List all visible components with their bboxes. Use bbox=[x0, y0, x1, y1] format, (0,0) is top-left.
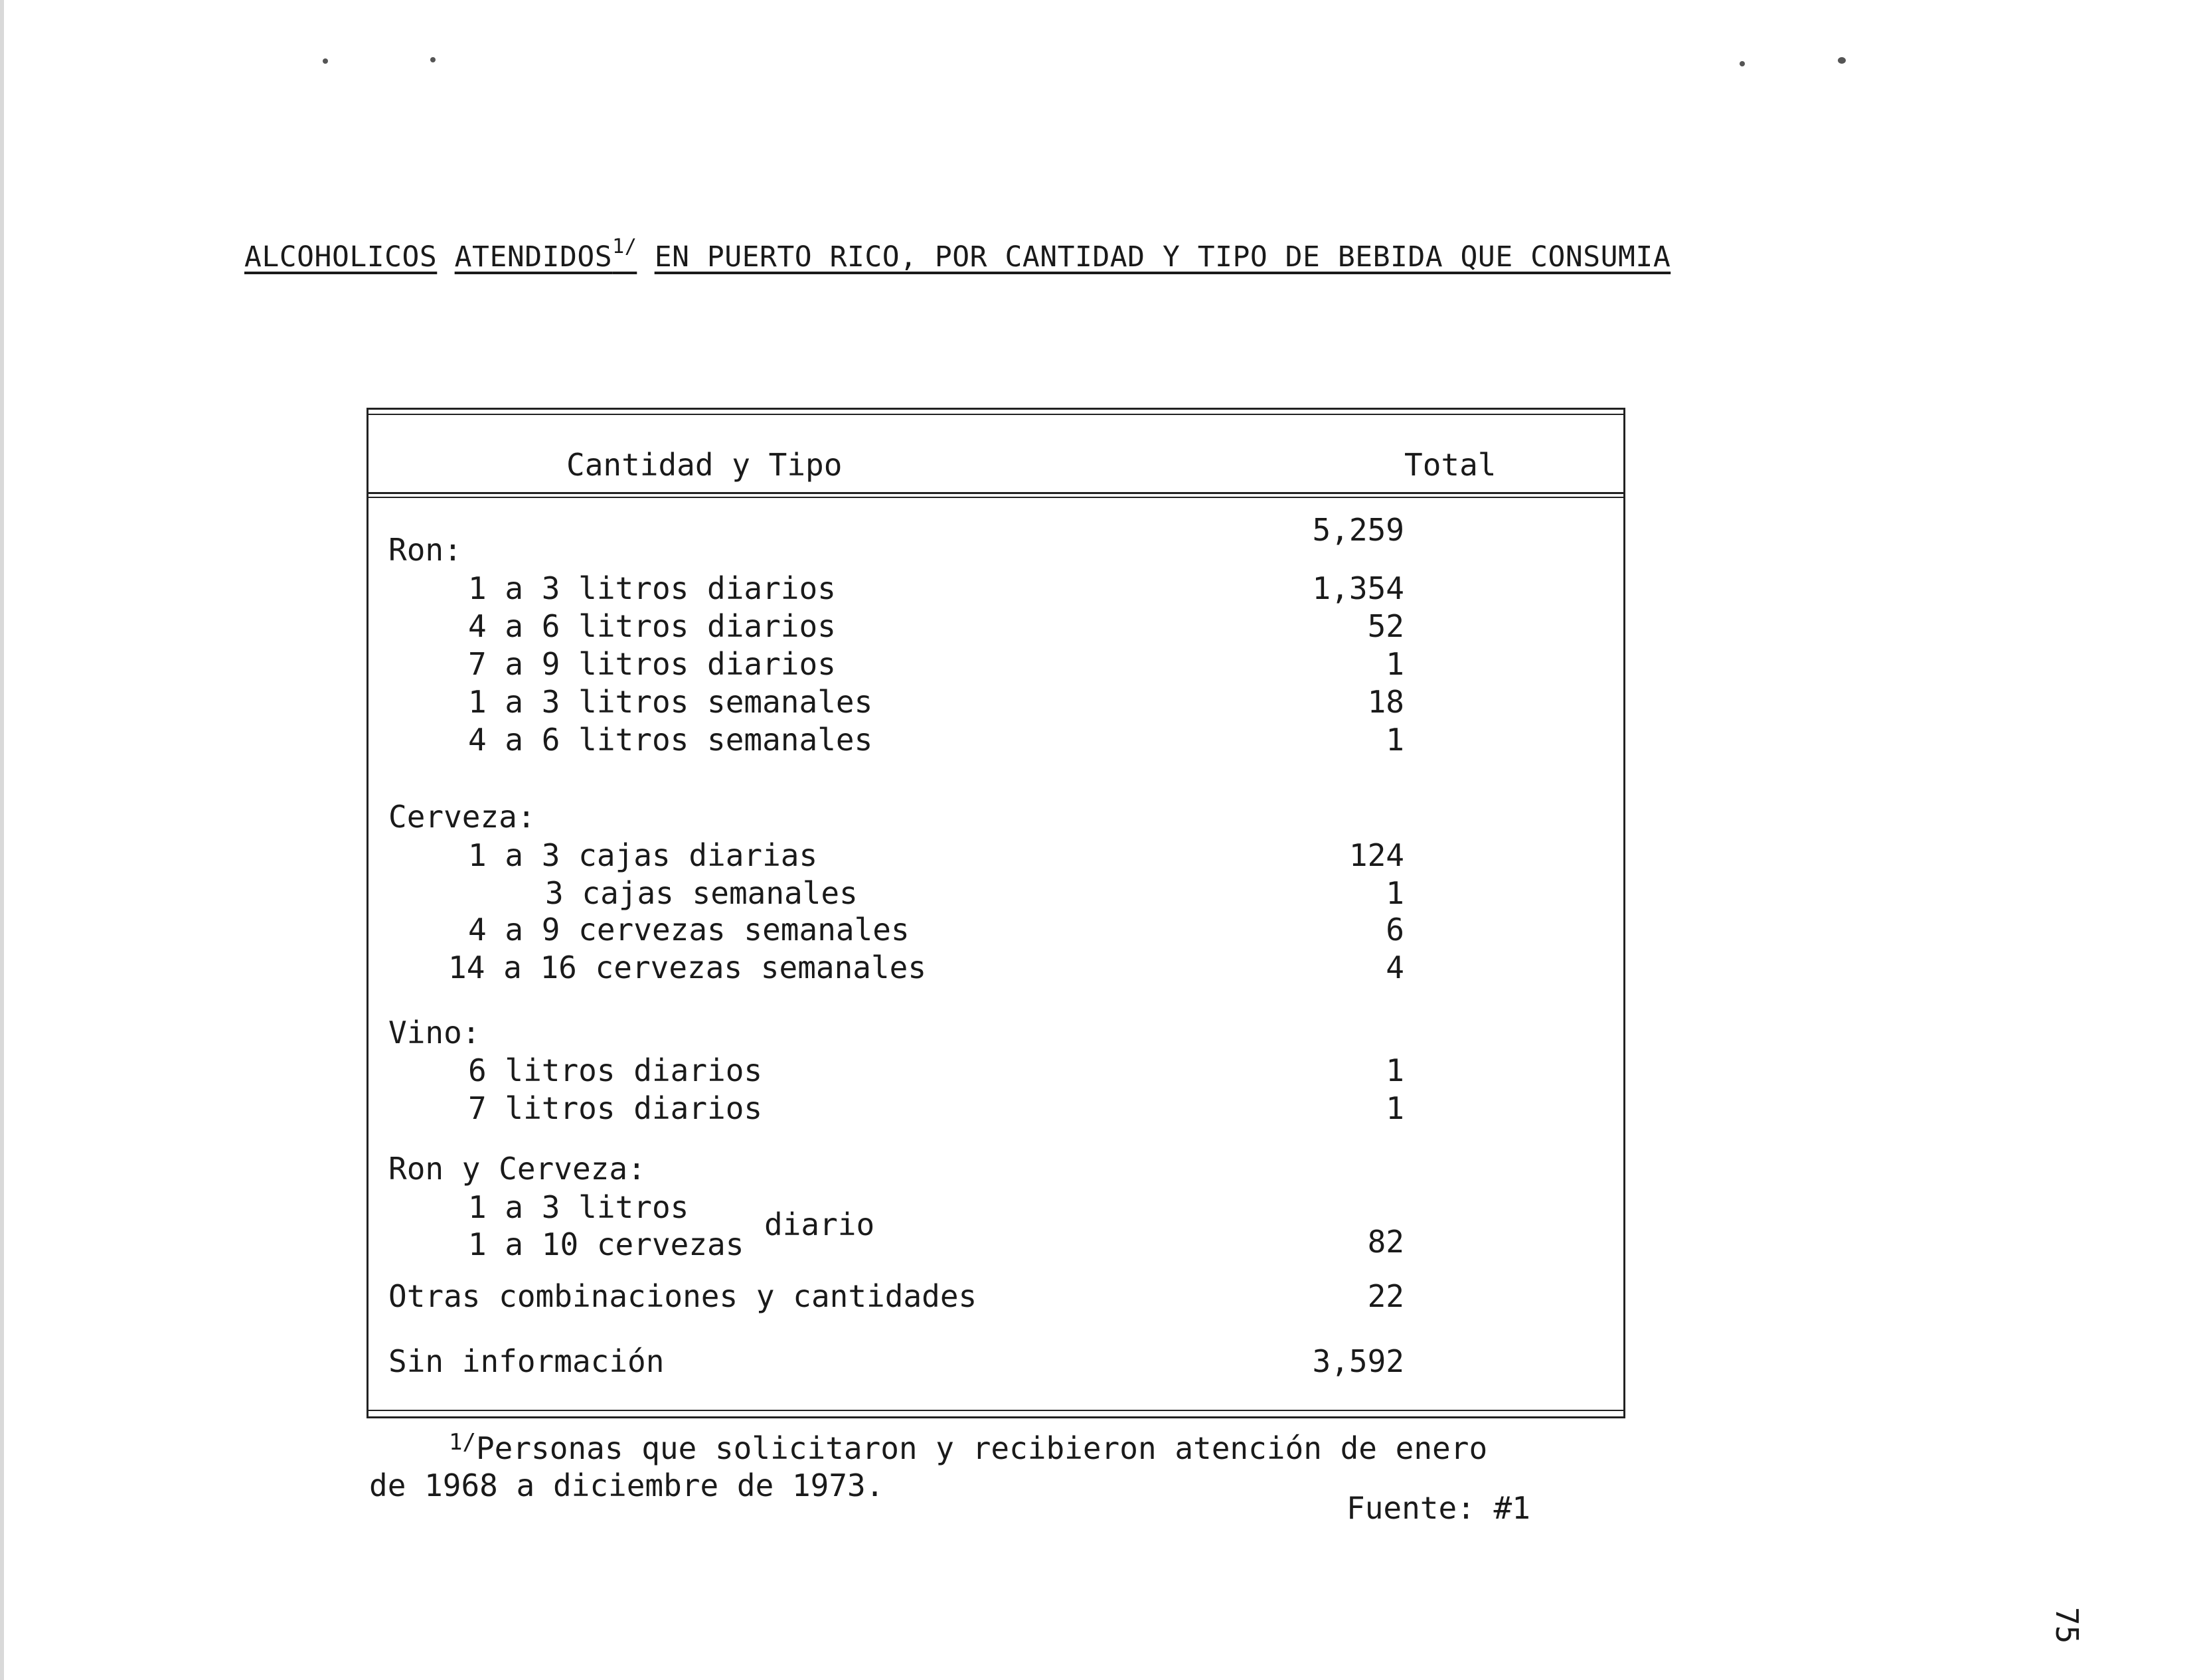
row-label: 1 a 3 litros semanales bbox=[468, 684, 873, 720]
title-word-2 bbox=[454, 235, 637, 274]
page-number: 75 bbox=[2049, 1607, 2085, 1644]
footnote-line-2: de 1968 a diciembre de 1973. bbox=[369, 1468, 884, 1503]
row-label: 1 a 3 litros bbox=[468, 1189, 689, 1225]
row-label: 7 litros diarios bbox=[468, 1090, 763, 1126]
source-note: Fuente: #1 bbox=[1347, 1490, 1530, 1526]
row-label-otras: Otras combinaciones y cantidades bbox=[388, 1278, 977, 1314]
row-label: 1 a 3 cajas diarias bbox=[468, 837, 818, 873]
row-label: 1 a 10 cervezas bbox=[468, 1226, 744, 1262]
header-total: Total bbox=[1404, 447, 1497, 483]
row-value: 1 bbox=[1386, 646, 1404, 682]
scan-speck bbox=[1740, 61, 1745, 66]
row-value: 4 bbox=[1386, 950, 1404, 985]
row-value: 1 bbox=[1386, 1090, 1404, 1126]
row-value: 1 bbox=[1386, 1052, 1404, 1088]
row-value: 3,592 bbox=[1312, 1343, 1404, 1379]
footnote-line-1 bbox=[449, 1431, 1487, 1464]
data-table bbox=[367, 408, 1625, 1418]
row-value: 6 bbox=[1386, 912, 1404, 948]
row-label: 3 cajas semanales bbox=[545, 875, 858, 911]
row-label: 1 a 3 litros diarios bbox=[468, 570, 836, 606]
title-rest: EN PUERTO RICO, POR CANTIDAD Y TIPO DE BEBIDA QUE CONSUMIA bbox=[654, 240, 1671, 274]
title-footnote-mark: 1/ bbox=[612, 235, 637, 258]
row-value: 22 bbox=[1367, 1278, 1404, 1314]
row-value: 124 bbox=[1348, 837, 1404, 873]
header-rule bbox=[368, 492, 1623, 494]
row-value: 18 bbox=[1367, 684, 1404, 720]
table-bottom-rule bbox=[368, 1410, 1623, 1411]
grand-total: 5,259 bbox=[1312, 512, 1404, 548]
title-word-2-text: ATENDIDOS bbox=[454, 240, 613, 274]
footnote-text-1: Personas que solicitaron y recibieron atención de enero bbox=[475, 1430, 1488, 1466]
header-rule-double bbox=[368, 497, 1623, 498]
section-label-cerveza: Cerveza: bbox=[388, 799, 536, 835]
row-label: 4 a 6 litros diarios bbox=[468, 608, 836, 644]
row-label: 4 a 6 litros semanales bbox=[468, 722, 873, 758]
row-value: 1 bbox=[1386, 875, 1404, 911]
row-value: 52 bbox=[1367, 608, 1404, 644]
row-value: 1,354 bbox=[1312, 570, 1404, 606]
section-label-ron-cerveza: Ron y Cerveza: bbox=[388, 1151, 646, 1187]
row-label-sin-informacion: Sin información bbox=[388, 1343, 665, 1379]
row-value: 82 bbox=[1367, 1224, 1404, 1260]
scan-speck bbox=[323, 58, 328, 64]
row-qualifier: diario bbox=[764, 1207, 875, 1242]
row-label: 4 a 9 cervezas semanales bbox=[468, 912, 910, 948]
header-category: Cantidad y Tipo bbox=[566, 447, 843, 483]
page-edge bbox=[0, 0, 4, 1680]
row-label: 6 litros diarios bbox=[468, 1052, 763, 1088]
section-label-vino: Vino: bbox=[388, 1015, 481, 1050]
table-title bbox=[244, 235, 1891, 274]
row-value: 1 bbox=[1386, 722, 1404, 758]
row-label: 14 a 16 cervezas semanales bbox=[448, 950, 927, 985]
scan-speck bbox=[1838, 57, 1846, 64]
footnote-mark: 1/ bbox=[449, 1429, 476, 1456]
title-word-1: ALCOHOLICOS bbox=[244, 240, 438, 274]
section-label-ron: Ron: bbox=[388, 532, 462, 568]
table-top-rule bbox=[368, 414, 1623, 415]
scan-speck bbox=[430, 57, 436, 62]
row-label: 7 a 9 litros diarios bbox=[468, 646, 836, 682]
